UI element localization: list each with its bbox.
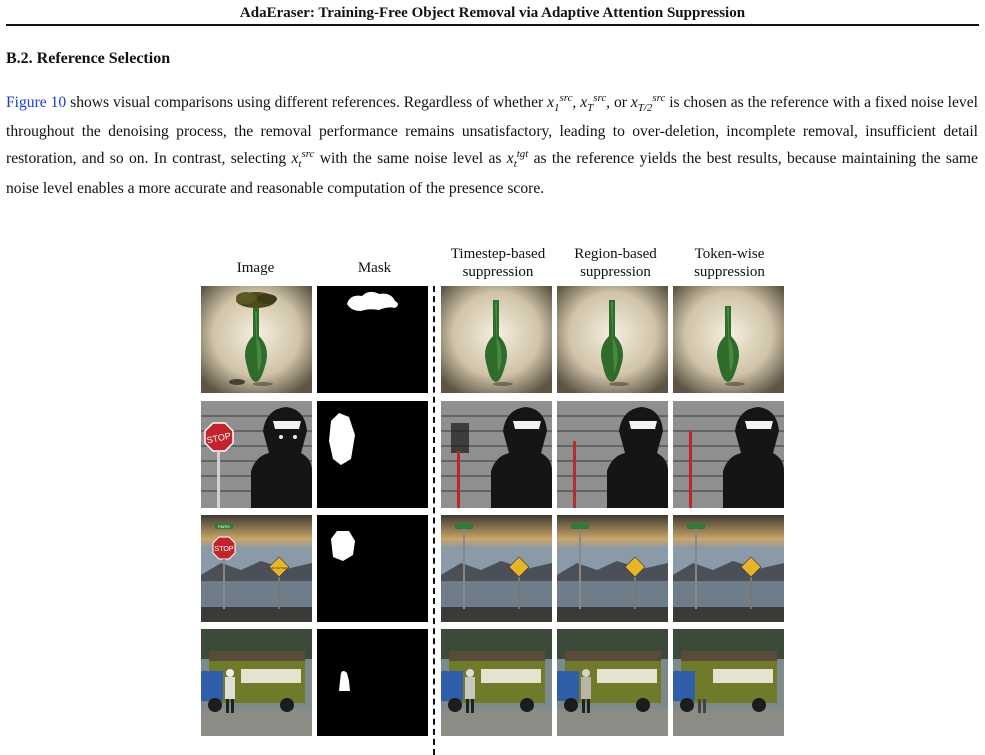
para-text-3: with the same noise level as xyxy=(319,150,502,168)
row3-timestep-result xyxy=(441,515,552,622)
row3-mask xyxy=(317,515,428,622)
math-xt-tgt: $x_t^{tgt}$ xyxy=(506,148,529,171)
math-x1-src: $x_1^{src}$ xyxy=(547,92,573,115)
svg-text:PARIS: PARIS xyxy=(218,524,230,529)
row2-token-result xyxy=(673,401,784,508)
para-text-1: shows visual comparisons using different references. Regardless of whether xyxy=(70,94,544,112)
row4-timestep-result xyxy=(441,629,552,736)
row4-token-result xyxy=(673,629,784,736)
row3-region-result xyxy=(557,515,668,622)
row2-image xyxy=(201,401,312,508)
row4-region-result xyxy=(557,629,668,736)
math-xt-src: $x_t^{src}$ xyxy=(291,148,315,171)
svg-text:STOP: STOP xyxy=(214,546,234,553)
row2-mask xyxy=(317,401,428,508)
svg-text:STOP: STOP xyxy=(205,430,232,446)
col-header-region: Region-based suppression xyxy=(574,246,657,280)
row2-timestep-result xyxy=(441,401,552,508)
comparison-figure xyxy=(198,242,788,755)
figure-reference-link[interactable]: Figure 10 xyxy=(6,94,67,112)
para-text-4: as the reference yields the best results, because maintaining the same noise level enables a more accurate and reasonable computation of the presence score. xyxy=(6,150,978,197)
running-header: AdaEraser: Training-Free Object Removal via Adaptive Attention Suppression xyxy=(239,5,746,21)
row1-image xyxy=(201,286,312,393)
svg-text:NO OUTLET: NO OUTLET xyxy=(270,566,288,570)
row1-token-result xyxy=(673,286,784,393)
para-text-2: is chosen as the reference with a fixed noise level throughout the denoising process, the removal performance remains unsatisfactory, leading to over-deletion, incomplete removal, insufficient detail restoration, and so on. In contrast, selecting xyxy=(6,94,978,168)
header-rule xyxy=(6,24,979,26)
col-header-timestep: Timestep-based suppression xyxy=(450,246,546,280)
row4-image xyxy=(201,629,312,736)
dashed-divider xyxy=(433,286,435,755)
math-xT-src: $x_T^{src}$ xyxy=(580,92,607,115)
row4-mask xyxy=(317,629,428,736)
row1-timestep-result xyxy=(441,286,552,393)
math-xT2-src: $x_{T/2}^{src}$ xyxy=(630,92,666,115)
col-header-mask: Mask xyxy=(357,260,392,276)
body-paragraph: Figure 10 shows visual comparisons using different references. Regardless of whether $x_1^{src}$, $x_T^{src}$, or $x_{T/2}^{src}$ is chosen as the reference with a fixed noise level throughout the denoising process, the removal performance remains unsatisfactory, leading to over-deletion, incomplete removal, insufficient detail restoration, and so on. In contrast, selecting $x_t^{src}$ with the same noise level as $x_t^{tgt}$ as the reference yields the best results, because maintaining the same noise level enables a more accurate and reasonable computation of the presence score. xyxy=(6,92,978,197)
col-header-token: Token-wise suppression xyxy=(694,246,765,280)
row1-region-result xyxy=(557,286,668,393)
section-heading: B.2. Reference Selection xyxy=(6,50,171,67)
row3-image xyxy=(201,515,312,622)
row3-token-result xyxy=(673,515,784,622)
col-header-image: Image xyxy=(236,260,275,276)
row1-mask xyxy=(317,286,428,393)
row2-region-result xyxy=(557,401,668,508)
